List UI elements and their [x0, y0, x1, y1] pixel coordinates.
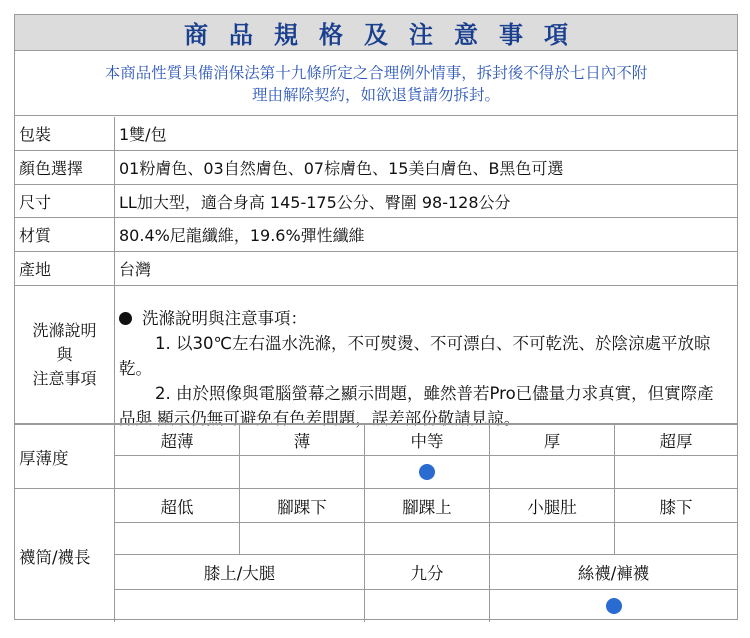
wash-label [15, 286, 115, 423]
selected-thickness-dot-icon [419, 464, 435, 480]
selected-length-dot-icon [606, 598, 622, 614]
thickness-option: 中等 [365, 425, 490, 456]
wash-label-line: 注意事項 [32, 368, 97, 388]
spec-sheet [14, 14, 738, 620]
thickness-marker-cell [490, 456, 615, 489]
notice-line-1: 本商品性質具備消保法第十九條所定之合理例外情事，拆封後不得於七日內不附 [104, 63, 648, 82]
length-option: 小腿肚 [490, 489, 615, 523]
wash-label-line: 洗滌說明 [32, 320, 97, 340]
wash-heading [119, 306, 727, 331]
spec-value: LL加大型，適合身高 145-175公分、臀圍 98-128公分 [119, 192, 511, 212]
wash-instructions-row [15, 286, 737, 428]
wash-label-line: 與 [56, 344, 73, 364]
length-marker-cell [365, 590, 490, 622]
length-marker-cell [365, 523, 490, 555]
return-policy-notice [15, 52, 737, 116]
wash-content [115, 286, 737, 428]
length-marker-cell [490, 523, 615, 555]
attribute-table [15, 423, 737, 620]
thickness-option: 超厚 [615, 425, 737, 456]
spec-value: 1雙/包 [119, 125, 167, 144]
spec-label: 包裝 [15, 117, 115, 150]
spec-label: 顏色選擇 [15, 151, 115, 184]
length-option: 膝下 [615, 489, 737, 523]
spec-row-origin [15, 252, 737, 286]
length-option: 九分 [365, 555, 490, 590]
length-marker-cell [490, 590, 737, 622]
spec-label: 材質 [15, 218, 115, 251]
spec-row-colors [15, 151, 737, 185]
thickness-marker-cell [365, 456, 490, 489]
notice-line-2: 理由解除契約，如欲退貨請勿拆封。 [251, 85, 500, 104]
length-marker-cell [240, 523, 365, 555]
length-option: 超低 [115, 489, 240, 523]
thickness-marker-cell [615, 456, 737, 489]
wash-item-2: 2. 由於照像與電腦螢幕之顯示問題，雖然普若Pro已儘量力求真實，但實際產品與 顯示仍無可避免有色差問題，誤差部份敬請見諒。 [119, 384, 714, 428]
wash-heading-text: 洗滌說明與注意事項： [142, 309, 307, 328]
length-option: 絲襪/褲襪 [490, 555, 737, 590]
length-marker-cell [115, 523, 240, 555]
page-title: 商品規格及注意事項 [15, 15, 737, 51]
thickness-option: 薄 [240, 425, 365, 456]
spec-row-size [15, 185, 737, 218]
thickness-marker-cell [240, 456, 365, 489]
spec-label: 產地 [15, 252, 115, 285]
spec-row-material [15, 218, 737, 252]
thickness-option: 厚 [490, 425, 615, 456]
bullet-icon [119, 312, 132, 325]
thickness-option: 超薄 [115, 425, 240, 456]
spec-value: 台灣 [119, 260, 152, 279]
thickness-label: 厚薄度 [15, 425, 115, 489]
length-option: 腳踝上 [365, 489, 490, 523]
spec-row-package [15, 117, 737, 151]
spec-value: 01粉膚色、03自然膚色、07棕膚色、15美白膚色、B黑色可選 [119, 159, 564, 178]
wash-item-1: 1. 以30℃左右溫水洗滌，不可熨燙、不可漂白、不可乾洗、於陰涼處平放晾乾。 [119, 334, 711, 378]
length-marker-cell [115, 590, 365, 622]
spec-value: 80.4%尼龍纖維，19.6%彈性纖維 [119, 226, 365, 245]
length-label: 襪筒/襪長 [15, 489, 115, 622]
length-option: 腳踝下 [240, 489, 365, 523]
spec-label: 尺寸 [15, 185, 115, 217]
thickness-marker-cell [115, 456, 240, 489]
length-marker-cell [615, 523, 737, 555]
length-option: 膝上/大腿 [115, 555, 365, 590]
